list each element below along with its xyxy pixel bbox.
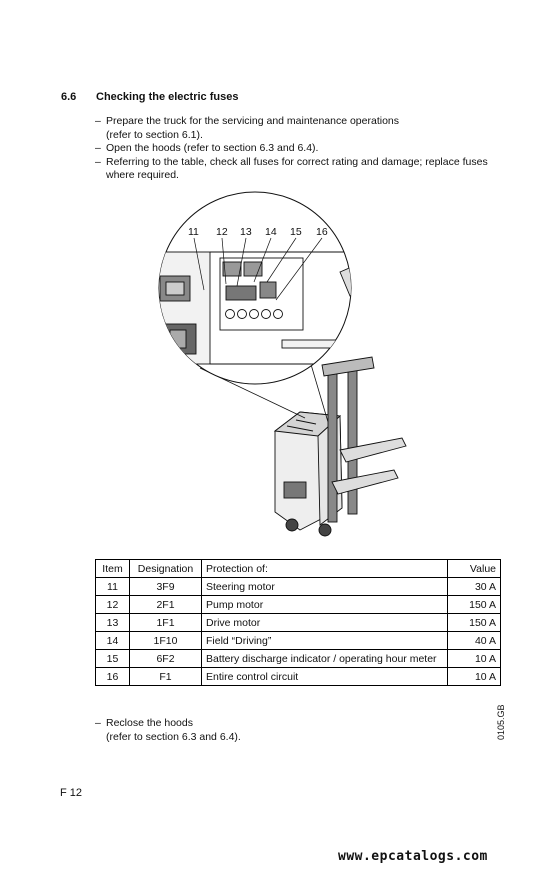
step-text: Open the hoods (refer to section 6.3 and 6.4). <box>106 142 319 154</box>
callout-12: 12 <box>216 226 228 238</box>
table-row <box>96 650 501 668</box>
section-number: 6.6 <box>61 91 77 103</box>
instruction-step <box>95 717 475 744</box>
cell-protection: Steering motor <box>202 578 448 596</box>
cell-protection: Drive motor <box>202 614 448 632</box>
cell-designation: F1 <box>130 668 202 686</box>
callout-14: 14 <box>265 226 277 238</box>
reclose-instruction <box>95 717 475 744</box>
cell-value: 150 A <box>448 596 501 614</box>
cell-designation: 3F9 <box>130 578 202 596</box>
table-header-row <box>96 560 501 578</box>
cell-item: 16 <box>96 668 130 686</box>
instruction-step <box>95 115 515 142</box>
callout-16: 16 <box>316 226 328 238</box>
cell-designation: 1F10 <box>130 632 202 650</box>
header-value: Value <box>448 560 501 578</box>
step-dash: – <box>95 155 101 168</box>
header-item: Item <box>96 560 130 578</box>
cell-protection: Entire control circuit <box>202 668 448 686</box>
cell-designation: 2F1 <box>130 596 202 614</box>
section-title: Checking the electric fuses <box>96 91 239 103</box>
cell-value: 150 A <box>448 614 501 632</box>
cell-designation: 6F2 <box>130 650 202 668</box>
instruction-step <box>95 156 515 183</box>
instruction-list <box>95 115 515 183</box>
table-row <box>96 668 501 686</box>
watermark-url: www.epcatalogs.com <box>338 849 488 864</box>
cell-designation: 1F1 <box>130 614 202 632</box>
cell-item: 15 <box>96 650 130 668</box>
table-row <box>96 614 501 632</box>
table-row <box>96 578 501 596</box>
step-dash: – <box>95 142 101 154</box>
cell-value: 10 A <box>448 650 501 668</box>
step-text-continued: where required. <box>106 169 179 181</box>
header-designation: Designation <box>130 560 202 578</box>
table-row <box>96 632 501 650</box>
page-number: F 12 <box>60 787 83 799</box>
callout-11: 11 <box>188 226 199 238</box>
cell-item: 12 <box>96 596 130 614</box>
step-text: Prepare the truck for the servicing and maintenance operations <box>106 115 400 127</box>
step-dash: – <box>95 115 101 127</box>
instruction-step <box>95 142 515 156</box>
table-row <box>96 596 501 614</box>
fuse-table <box>95 559 501 686</box>
step-dash: – <box>95 717 101 729</box>
truck-drawing <box>275 357 406 536</box>
cell-item: 13 <box>96 614 130 632</box>
cell-value: 10 A <box>448 668 501 686</box>
fuse-location-illustration <box>150 190 420 550</box>
callout-13: 13 <box>240 226 252 238</box>
cell-protection: Field “Driving” <box>202 632 448 650</box>
header-protection: Protection of: <box>202 560 448 578</box>
document-code: 0105.GB <box>496 704 506 740</box>
callout-15: 15 <box>290 226 302 238</box>
step-text-continued: (refer to section 6.3 and 6.4). <box>106 730 241 743</box>
cell-item: 11 <box>96 578 130 596</box>
step-text-continued: (refer to section 6.1). <box>106 128 203 141</box>
cell-value: 40 A <box>448 632 501 650</box>
step-text: Referring to the table, check all fuses for correct rating and damage; replace fuses <box>106 155 488 168</box>
cell-value: 30 A <box>448 578 501 596</box>
cell-protection: Battery discharge indicator / operating hour meter <box>202 650 448 668</box>
cell-item: 14 <box>96 632 130 650</box>
cell-protection: Pump motor <box>202 596 448 614</box>
step-text: Reclose the hoods <box>106 717 193 729</box>
